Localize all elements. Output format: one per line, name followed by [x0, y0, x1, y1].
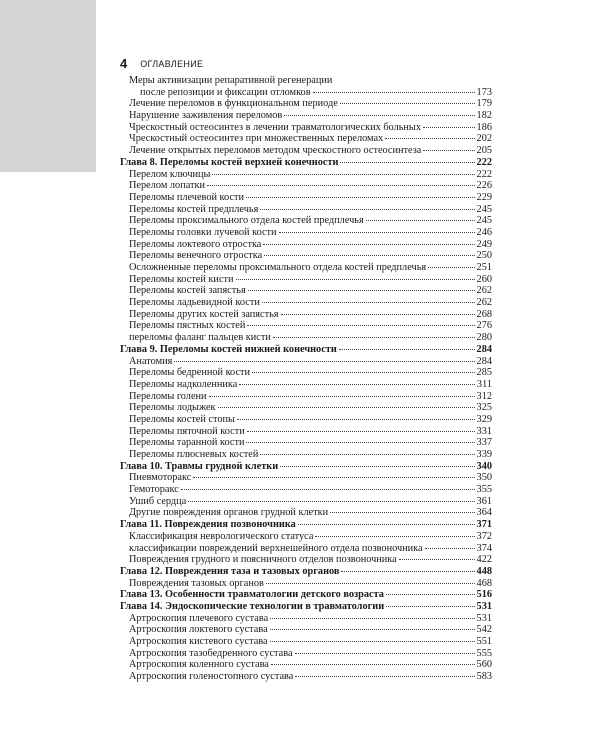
dot-leader — [252, 372, 475, 373]
dot-leader — [207, 185, 475, 186]
toc-entry[interactable] — [120, 145, 492, 157]
toc-entry-title: Переломы лодыжек — [129, 402, 216, 414]
toc-entry-title: Переломы плечевой кости — [129, 191, 245, 203]
toc-entry-page: 222 — [476, 156, 492, 168]
dot-leader — [330, 512, 474, 513]
toc-chapter-entry[interactable] — [120, 461, 492, 473]
dot-leader — [237, 419, 475, 420]
toc-entry[interactable] — [120, 133, 492, 145]
toc-entry[interactable] — [120, 472, 492, 484]
toc-entry-title: Переломы бедренной кости — [129, 367, 251, 379]
toc-entry[interactable] — [120, 192, 492, 204]
toc-entry-title: Артроскопия кистевого сустава — [129, 636, 268, 647]
dot-leader — [399, 559, 475, 560]
toc-entry-title: Переломы голени — [129, 390, 207, 402]
toc-entry-page: 531 — [476, 600, 492, 612]
toc-entry-page: 372 — [476, 530, 492, 542]
toc-entry-title: Переломы пяточной кости — [129, 425, 245, 437]
toc-entry-page: 262 — [476, 297, 492, 309]
toc-entry[interactable] — [120, 122, 492, 134]
toc-entry-title: Переломы головки лучевой кости — [129, 226, 277, 238]
toc-entry-title: Переломы костей предплечья — [129, 203, 259, 215]
toc-entry[interactable] — [120, 636, 492, 648]
dot-leader — [386, 606, 474, 607]
dot-leader — [212, 174, 474, 175]
toc-entry-page: 284 — [476, 355, 492, 367]
toc-entry[interactable] — [120, 274, 492, 286]
toc-entry[interactable] — [120, 320, 492, 332]
toc-entry-title: Повреждения грудного и поясничного отделов позвоночника — [129, 554, 397, 566]
dot-leader — [246, 442, 474, 443]
dot-leader — [262, 302, 475, 303]
toc-entry-page: 246 — [476, 226, 492, 238]
dot-leader — [193, 477, 474, 478]
dot-leader — [313, 92, 475, 93]
toc-entry[interactable] — [120, 180, 492, 192]
dot-leader — [339, 349, 475, 350]
toc-entry-title: Глава 9. Переломы костей нижней конечности — [120, 343, 337, 355]
toc-entry[interactable] — [120, 391, 492, 403]
dot-leader — [174, 361, 474, 362]
dot-leader — [423, 150, 474, 151]
toc-entry-title: Чрескостный остеосинтез при множественных переломах — [129, 133, 384, 145]
toc-entry-page: 226 — [476, 180, 492, 192]
toc-entry[interactable] — [120, 356, 492, 368]
toc-entry-title: Повреждения тазовых органов — [129, 577, 264, 589]
toc-chapter-entry[interactable] — [120, 519, 492, 531]
toc-entry-title: Глава 12. Повреждения таза и тазовых органов — [120, 565, 340, 577]
toc-entry[interactable] — [120, 367, 492, 379]
dot-leader — [295, 653, 475, 654]
toc-entry-page: 245 — [476, 215, 492, 227]
toc-entry-title: Другие повреждения органов грудной клетки — [129, 507, 329, 519]
dot-leader — [386, 594, 475, 595]
dot-leader — [188, 501, 474, 502]
toc-entry-title: Пневмоторакс — [129, 472, 192, 484]
toc-entry[interactable] — [120, 309, 492, 321]
toc-entry-page: 468 — [476, 577, 492, 589]
toc-entry-title: Глава 10. Травмы грудной клетки — [120, 460, 279, 472]
toc-entry-page: 551 — [476, 636, 492, 647]
toc-chapter-entry[interactable] — [120, 601, 492, 613]
toc-entry[interactable] — [120, 379, 492, 391]
toc-entry-page: 350 — [476, 472, 492, 484]
toc-entry[interactable] — [120, 402, 492, 414]
toc-entry-page: 364 — [476, 507, 492, 519]
toc-entry-page: 250 — [476, 250, 492, 262]
toc-entry-page: 516 — [476, 589, 492, 601]
toc-entry[interactable] — [120, 297, 492, 309]
dot-leader — [218, 407, 475, 408]
toc-entry-page: 276 — [476, 320, 492, 332]
toc-entry[interactable] — [120, 215, 492, 227]
toc-entry[interactable] — [120, 543, 492, 555]
toc-entry[interactable] — [120, 239, 492, 251]
toc-entry-title: Артроскопия плечевого сустава — [129, 612, 269, 624]
toc-entry-page: 249 — [476, 238, 492, 250]
toc-chapter-entry[interactable] — [120, 589, 492, 601]
toc-entry-title: Переломы костей кисти — [129, 273, 234, 285]
toc-entry-page: 285 — [476, 367, 492, 379]
toc-chapter-entry[interactable] — [120, 344, 492, 356]
toc-entry[interactable] — [120, 169, 492, 181]
dot-leader — [270, 618, 474, 619]
dot-leader — [284, 115, 474, 116]
dot-leader — [266, 583, 475, 584]
toc-entry[interactable] — [120, 671, 492, 683]
toc-entry[interactable] — [120, 98, 492, 110]
toc-entry-page: 355 — [476, 484, 492, 496]
toc-entry-title: Переломы других костей запястья — [129, 308, 279, 320]
toc-entry-title: Ушиб сердца — [129, 495, 187, 507]
page-header — [120, 55, 203, 69]
toc-entry-title: Переломы плюсневых костей — [129, 449, 259, 460]
toc-entry-page: 331 — [476, 425, 492, 437]
dot-leader — [236, 279, 475, 280]
toc-entry-page: 583 — [476, 671, 492, 683]
dot-leader — [247, 325, 474, 326]
toc-entry-title: Нарушение заживления переломов — [129, 110, 283, 122]
toc-entry-page: 337 — [476, 437, 492, 449]
dot-leader — [280, 466, 474, 467]
toc-entry-page: 179 — [476, 98, 492, 110]
toc-entry-page: 339 — [476, 449, 492, 460]
toc-entry-title: Переломы костей стопы — [129, 413, 235, 425]
toc-entry-page: 182 — [476, 110, 492, 122]
toc-entry[interactable] — [120, 578, 492, 590]
toc-entry-title: Переломы надколенника — [129, 378, 238, 390]
toc-entry-page: 173 — [476, 86, 492, 98]
dot-leader — [270, 641, 475, 642]
toc-entry[interactable] — [120, 414, 492, 426]
toc-entry-title: Анатомия — [129, 355, 173, 367]
toc-entry-title: Глава 11. Повреждения позвоночника — [120, 519, 296, 531]
toc-entry-title: Артроскопия голеностопного сустава — [129, 671, 294, 683]
toc-entry[interactable] — [120, 613, 492, 625]
toc-entry[interactable] — [120, 554, 492, 566]
toc-entry[interactable] — [120, 496, 492, 508]
toc-entry[interactable] — [120, 426, 492, 438]
toc-entry[interactable] — [120, 285, 492, 297]
toc-entry-page: 531 — [476, 612, 492, 624]
dot-leader — [340, 103, 475, 104]
toc-entry-page: 251 — [476, 262, 492, 273]
toc-entry-page: 229 — [476, 191, 492, 203]
toc-entry-title: Артроскопия коленного сустава — [129, 659, 269, 671]
toc-entry-page: 186 — [476, 121, 492, 133]
toc-entry[interactable] — [120, 332, 492, 344]
dot-leader — [428, 267, 474, 268]
toc-entry-page: 542 — [476, 624, 492, 636]
toc-entry-page: 325 — [476, 402, 492, 414]
toc-entry-page: 371 — [476, 519, 492, 531]
dot-leader — [209, 396, 475, 397]
dot-leader — [366, 220, 475, 221]
toc-entry[interactable] — [120, 227, 492, 239]
toc-entry-title: Меры активизации репаративной регенерации — [129, 75, 333, 86]
dot-leader — [264, 255, 474, 256]
toc-entry-page: 205 — [476, 145, 492, 157]
toc-chapter-entry[interactable] — [120, 566, 492, 578]
dot-leader — [341, 571, 474, 572]
toc-entry-title: классификации повреждений верхнешейного отдела позвоночника — [129, 542, 423, 554]
toc-entry-page: 340 — [476, 460, 492, 472]
toc-entry-title: Осложненные переломы проксимального отдела костей предплечья — [129, 262, 427, 273]
toc-entry-title: Глава 8. Переломы костей верхней конечности — [120, 156, 339, 168]
toc-entry-title: Перелом лопатки — [129, 180, 206, 192]
dot-leader — [279, 232, 475, 233]
toc-entry-page: 268 — [476, 308, 492, 320]
dot-leader — [295, 676, 474, 677]
toc-entry-title: Артроскопия тазобедренного сустава — [129, 647, 293, 659]
toc-entry-page: 280 — [476, 332, 492, 344]
toc-entry[interactable] — [120, 250, 492, 262]
toc-entry-title: Переломы пястных костей — [129, 320, 246, 332]
dot-leader — [281, 314, 475, 315]
toc-entry-title: Переломы ладьевидной кости — [129, 297, 260, 309]
dot-leader — [247, 431, 475, 432]
toc-entry-page: 202 — [476, 133, 492, 145]
toc-entry-title: Переломы таранной кости — [129, 437, 245, 449]
toc-entry-page: 448 — [476, 565, 492, 577]
toc-entry-title: Глава 14. Эндоскопические технологии в травматологии — [120, 600, 385, 612]
toc-entry-title: Переломы венечного отростка — [129, 250, 263, 262]
dot-leader — [425, 548, 475, 549]
toc-entry-page: 361 — [476, 495, 492, 507]
toc-entry[interactable] — [120, 110, 492, 122]
toc-entry-page: 560 — [476, 659, 492, 671]
toc-entry-page: 222 — [476, 168, 492, 180]
toc-entry-title: Переломы костей запястья — [129, 285, 246, 297]
toc-entry[interactable] — [120, 87, 492, 99]
toc-entry-page: 312 — [476, 390, 492, 402]
toc-entry-page: 311 — [476, 378, 492, 390]
dot-leader — [270, 629, 475, 630]
toc-entry[interactable] — [120, 648, 492, 660]
toc-entry-page: 262 — [476, 285, 492, 297]
toc-entry-title: Классификация неврологического статуса — [129, 530, 314, 542]
toc-entry-page: 422 — [476, 554, 492, 566]
dot-leader — [385, 138, 474, 139]
dot-leader — [298, 524, 475, 525]
toc-entry-page: 555 — [476, 647, 492, 659]
running-head: ОГЛАВЛЕНИЕ — [140, 59, 204, 69]
toc-chapter-entry[interactable] — [120, 157, 492, 169]
dot-leader — [181, 489, 475, 490]
toc-entry-title: Гемоторакс — [129, 484, 179, 496]
toc-entry-title: после репозиции и фиксации отломков — [140, 86, 311, 98]
page-number: 4 — [120, 56, 128, 71]
dot-leader — [315, 536, 474, 537]
toc-entry-title: переломы фаланг пальцев кисти — [129, 332, 271, 344]
toc-entry-title: Глава 13. Особенности травматологии детского возраста — [120, 589, 384, 601]
table-of-contents — [120, 75, 492, 683]
dot-leader — [271, 664, 475, 665]
page-corner-tab — [0, 0, 96, 172]
toc-entry-title: Артроскопия локтевого сустава — [129, 624, 268, 636]
dot-leader — [260, 454, 474, 455]
toc-entry[interactable] — [120, 204, 492, 216]
toc-entry[interactable] — [120, 659, 492, 671]
dot-leader — [263, 244, 474, 245]
toc-entry[interactable] — [120, 75, 492, 87]
dot-leader — [423, 127, 475, 128]
toc-entry-page: 329 — [476, 413, 492, 425]
toc-entry[interactable] — [120, 624, 492, 636]
toc-entry-title: Переломы локтевого отростка — [129, 238, 262, 250]
toc-entry-title: Перелом ключицы — [129, 168, 211, 180]
toc-entry[interactable] — [120, 437, 492, 449]
dot-leader — [246, 197, 475, 198]
toc-entry-page: 260 — [476, 273, 492, 285]
dot-leader — [340, 162, 474, 163]
toc-entry-title: Чрескостный остеосинтез в лечении травматологических больных — [129, 121, 421, 133]
toc-entry-page: 245 — [476, 203, 492, 215]
dot-leader — [239, 384, 475, 385]
dot-leader — [248, 290, 475, 291]
toc-entry[interactable] — [120, 484, 492, 496]
toc-entry-title: Переломы проксимального отдела костей предплечья — [129, 215, 364, 227]
toc-entry-title: Лечение открытых переломов методом чрескостного остеосинтеза — [129, 145, 422, 157]
dot-leader — [273, 337, 475, 338]
toc-entry[interactable] — [120, 262, 492, 274]
toc-entry-page: 284 — [476, 343, 492, 355]
toc-entry-title: Лечение переломов в функциональном периоде — [129, 98, 338, 110]
toc-entry[interactable] — [120, 531, 492, 543]
toc-entry[interactable] — [120, 507, 492, 519]
dot-leader — [260, 209, 474, 210]
toc-entry[interactable] — [120, 449, 492, 461]
toc-entry-page: 374 — [476, 542, 492, 554]
